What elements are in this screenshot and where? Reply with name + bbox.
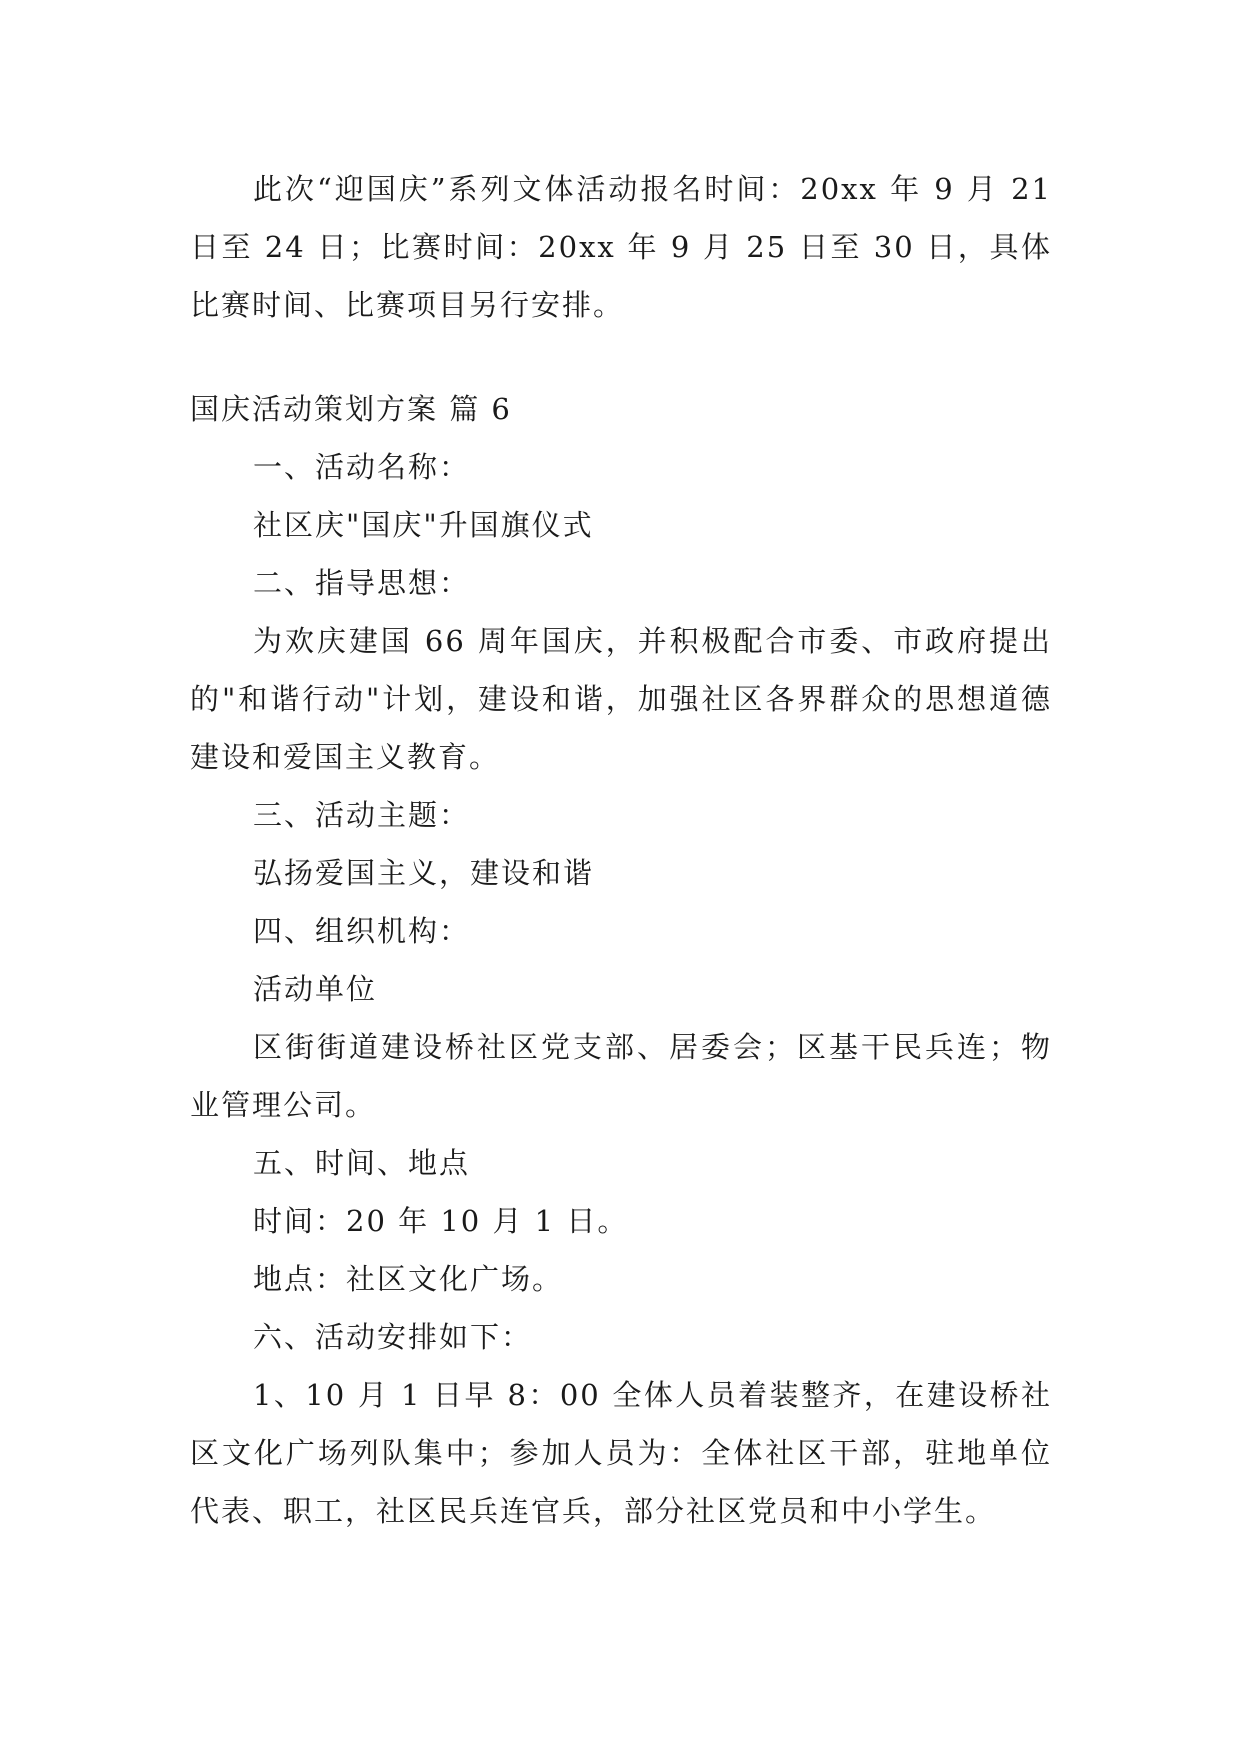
time-text: 时间：20 年 10 月 1 日。 — [253, 1204, 629, 1238]
activity-name-text: 社区庆"国庆"升国旗仪式 — [253, 508, 594, 542]
heading-organization: 四、组织机构： — [253, 914, 471, 948]
section-title: 国庆活动策划方案 篇 6 — [190, 392, 512, 426]
heading-time-place: 五、时间、地点 — [253, 1146, 471, 1180]
heading-schedule: 六、活动安排如下： — [253, 1320, 533, 1354]
theme-text: 弘扬爱国主义，建设和谐 — [253, 856, 595, 890]
schedule-item-1: 1、10 月 1 日早 8：00 全体人员着装整齐，在建设桥社区文化广场列队集中；参加人员为：全体社区干部，驻地单位代表、职工，社区民兵连官兵，部分社区党员和中小学生。 — [190, 1378, 1052, 1528]
organization-subheading: 活动单位 — [253, 972, 378, 1006]
heading-guiding-idea: 二、指导思想： — [253, 566, 471, 600]
section-gap — [190, 334, 1052, 380]
organization-text: 区街街道建设桥社区党支部、居委会；区基干民兵连；物业管理公司。 — [190, 1030, 1052, 1122]
place-text: 地点：社区文化广场。 — [253, 1262, 564, 1296]
guiding-idea-text: 为欢庆建国 66 周年国庆，并积极配合市委、市政府提出的"和谐行动"计划，建设和谐，加强社区各界群众的思想道德建设和爱国主义教育。 — [190, 624, 1052, 774]
registration-paragraph: 此次“迎国庆”系列文体活动报名时间：20xx 年 9 月 21 日至 24 日；比赛时间：20xx 年 9 月 25 日至 30 日，具体比赛时间、比赛项目另行安排。 — [190, 172, 1052, 322]
heading-activity-name: 一、活动名称： — [253, 450, 471, 484]
heading-theme: 三、活动主题： — [253, 798, 471, 832]
document-body — [190, 160, 1052, 1540]
